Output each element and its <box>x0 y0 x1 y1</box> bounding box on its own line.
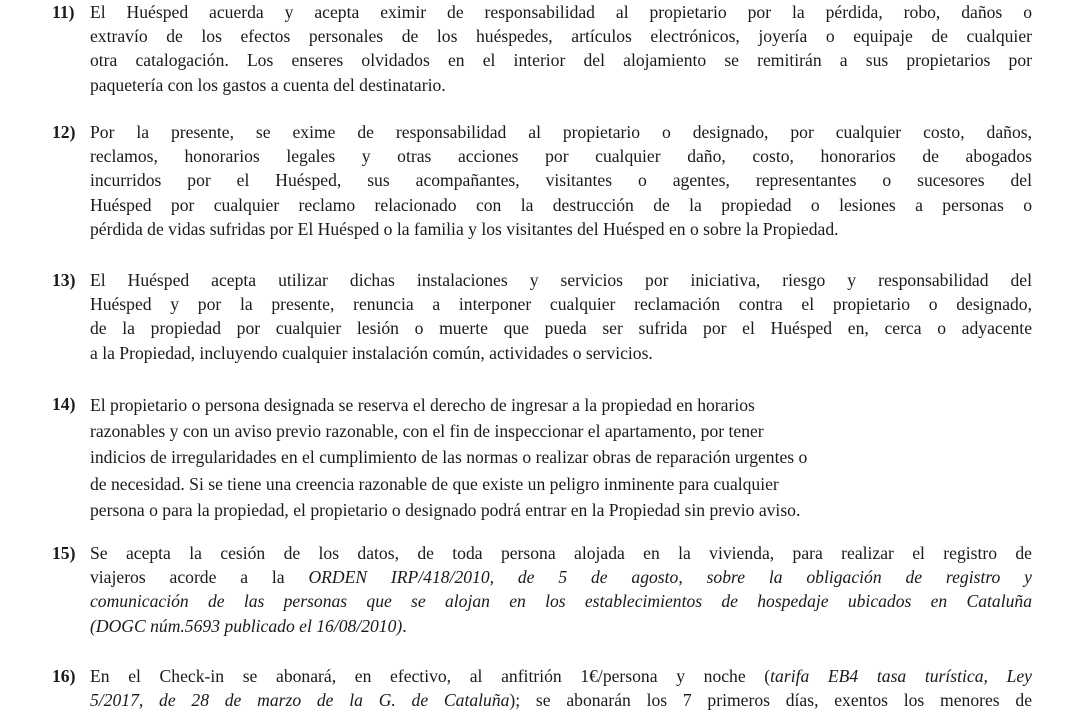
clause-text <box>90 392 1032 523</box>
text-line: Huésped por cualquier reclamo relacionado con la destrucción de la propiedad o lesiones a personas o <box>90 194 1032 215</box>
clause-text <box>90 664 1032 712</box>
text-line: El Huésped acepta utilizar dichas instalaciones y servicios por iniciativa, riesgo y responsabilidad del <box>90 270 1032 290</box>
clause-number: 14) <box>52 394 76 414</box>
text-line: Por la presente, se exime de responsabilidad al propietario o designado, por cualquier costo, daños, <box>90 122 1032 142</box>
text-line: El Huésped acuerda y acepta eximir de responsabilidad al propietario por la pérdida, robo, daños o <box>90 2 1032 22</box>
cited-regulation: comunicación de las personas que se alojan en los establecimientos de hospedaje ubicados en Cataluña <box>90 591 1032 612</box>
clause-number: 13) <box>52 270 76 290</box>
clause-13 <box>52 268 1032 365</box>
text-line <box>90 565 1032 589</box>
text-line <box>90 688 1032 712</box>
clause-12 <box>52 120 1032 241</box>
text-line: razonables y con un aviso previo razonable, con el fin de inspeccionar el apartamento, por tener <box>90 421 764 442</box>
clause-14 <box>52 392 1032 523</box>
text-line: de necesidad. Si se tiene una creencia razonable de que existe un peligro inminente para cualquier <box>90 473 779 494</box>
text-line <box>90 614 1032 638</box>
clause-text <box>90 541 1032 638</box>
text-line: incurridos por el Huésped, sus acompañantes, visitantes o agentes, representantes o sucesores del <box>90 170 1032 191</box>
cited-regulation: (DOGC núm.5693 publicado el 16/08/2010) <box>90 615 403 636</box>
clause-11 <box>52 0 1032 97</box>
clause-number: 11) <box>52 2 75 22</box>
text-line <box>90 664 1032 688</box>
plain-text: ); se abonarán los 7 primeros días, exentos los menores de <box>509 690 1033 711</box>
plain-text: viajeros acorde a la <box>90 567 309 588</box>
clause-text <box>90 268 1032 365</box>
cited-law: 5/2017, de 28 de marzo de la G. de Cataluña <box>90 690 510 711</box>
clause-number: 12) <box>52 122 76 142</box>
clause-15 <box>52 541 1032 638</box>
text-line: otra catalogación. Los enseres olvidados en el interior del alojamiento se remitirán a sus propietarios por <box>90 50 1032 71</box>
clause-text <box>90 0 1032 97</box>
cited-law: tarifa EB4 tasa turística, Ley <box>770 666 1032 686</box>
cited-regulation: ORDEN IRP/418/2010, de 5 de agosto, sobre la obligación de registro y <box>308 567 1032 588</box>
plain-text: . <box>402 615 407 636</box>
text-line: a la Propiedad, incluyendo cualquier instalación común, actividades o servicios. <box>90 342 653 363</box>
text-line: indicios de irregularidades en el cumplimiento de las normas o realizar obras de reparación urgentes o <box>90 447 808 468</box>
plain-text: En el Check-in se abonará, en efectivo, al anfitrión 1€/persona y noche ( <box>90 666 771 686</box>
text-line: extravío de los efectos personales de los huéspedes, artículos electrónicos, joyería o equipaje de cualquier <box>90 26 1032 47</box>
text-line: paquetería con los gastos a cuenta del destinatario. <box>90 74 446 95</box>
clause-16 <box>52 664 1032 712</box>
text-line: pérdida de vidas sufridas por El Huésped o la familia y los visitantes del Huésped en o sobre la Propiedad. <box>90 218 839 239</box>
text-line: de la propiedad por cualquier lesión o muerte que pueda ser sufrida por el Huésped en, cerca o adyacente <box>90 318 1032 339</box>
text-line <box>90 589 1032 613</box>
clause-text <box>90 120 1032 241</box>
text-line: El propietario o persona designada se reserva el derecho de ingresar a la propiedad en horarios <box>90 395 755 415</box>
text-line: reclamos, honorarios legales y otras acciones por cualquier daño, costo, honorarios de abogados <box>90 146 1032 167</box>
text-line: Huésped y por la presente, renuncia a interponer cualquier reclamación contra el propietario o designado, <box>90 294 1032 315</box>
clause-number: 15) <box>52 543 76 563</box>
text-line: Se acepta la cesión de los datos, de toda persona alojada en la vivienda, para realizar el registro de <box>90 543 1032 563</box>
clause-number: 16) <box>52 666 76 686</box>
text-line: persona o para la propiedad, el propietario o designado podrá entrar en la Propiedad sin previo aviso. <box>90 499 801 520</box>
